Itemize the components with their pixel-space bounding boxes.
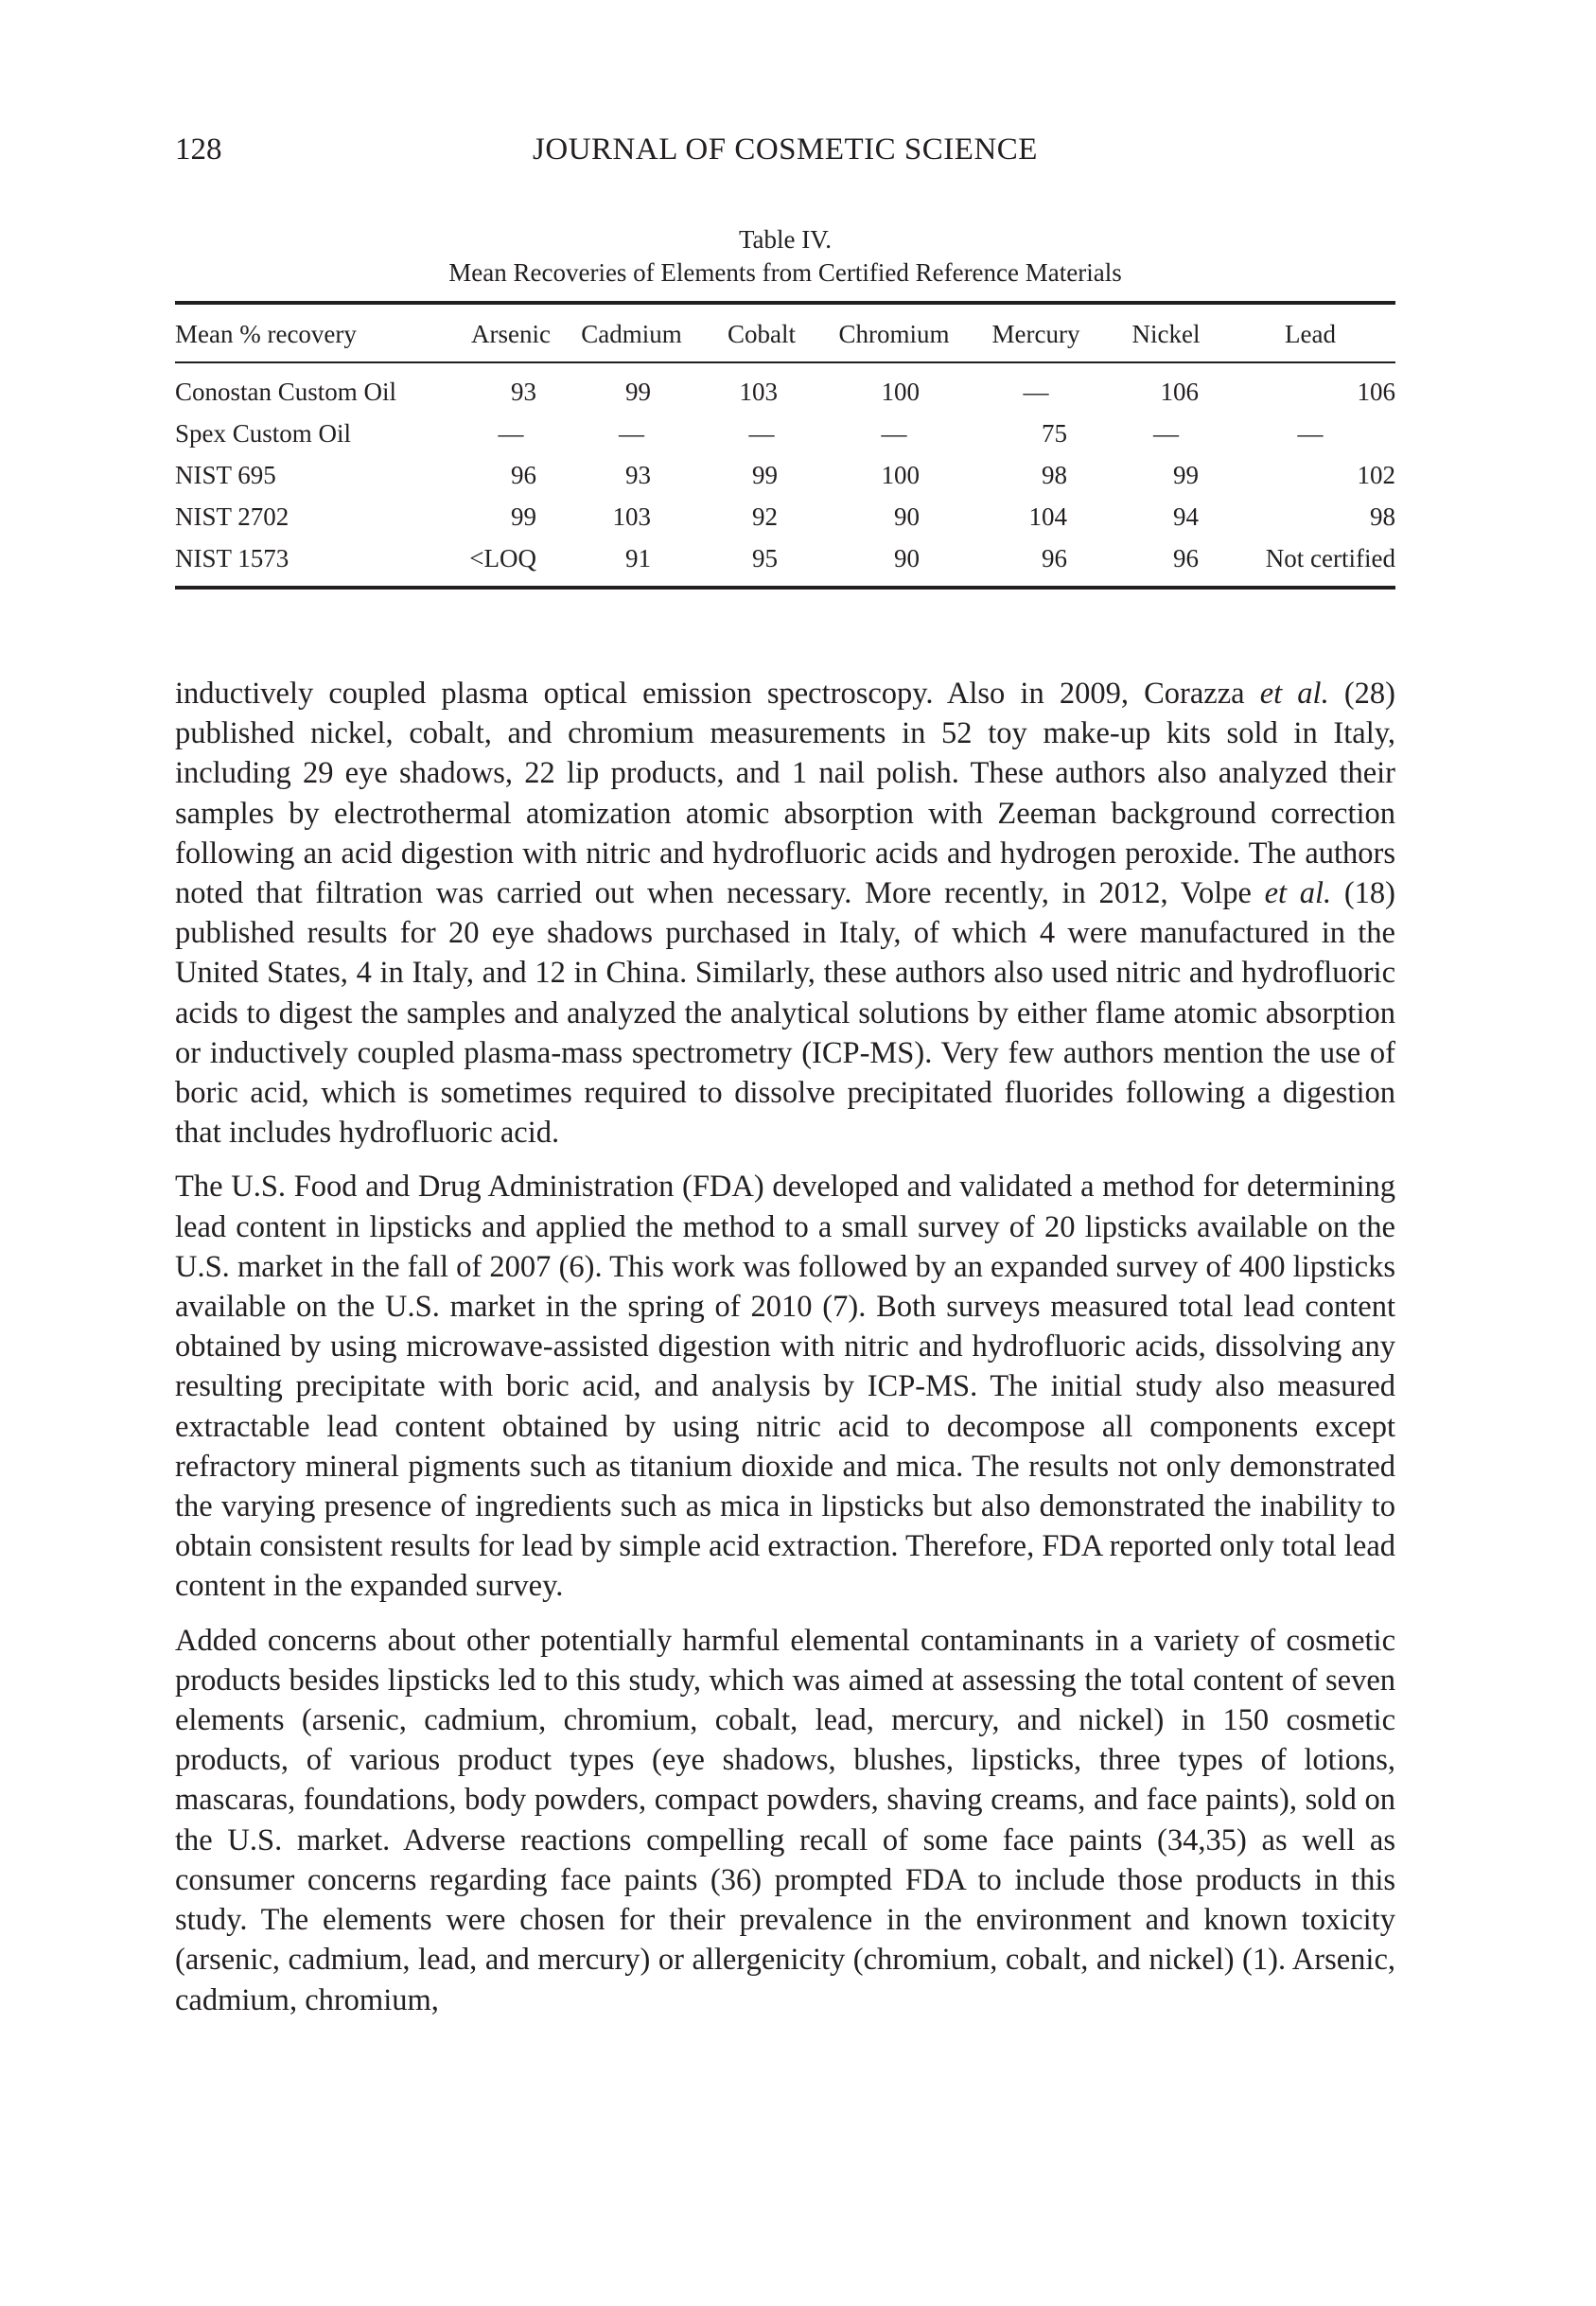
table-row [175, 496, 1395, 537]
table-cell: 100 [881, 378, 920, 406]
table-row [175, 454, 1395, 496]
table-cell: 106 [1160, 378, 1199, 406]
table-cell: 90 [894, 544, 920, 572]
body-text [175, 674, 1395, 2034]
table-cell: 92 [752, 502, 778, 531]
italic-text: et al. [1259, 677, 1329, 711]
column-header: Nickel [1131, 320, 1201, 348]
running-head [175, 129, 1395, 170]
recoveries-table-container [175, 301, 1395, 590]
table-cell: — [619, 419, 644, 448]
table-cell: 102 [1357, 461, 1395, 489]
text-run: The U.S. Food and Drug Administration (FDA) developed and validated a method for determining lead content in lipsticks and applied the method to a small survey of 20 lipsticks available on the U.S. market in the fall of 2007 (6). This work was followed by an expanded survey of 400 lipsticks available on the U.S. market in the spring of 2010 (7). Both surveys measured total lead content obtained by using microwave-assisted digestion with nitric and hydrofluoric acids, dissolving any resulting precipitate with boric acid, and analysis by ICP-MS. The initial study also measured extractable lead content obtained by using nitric acid to decompose all components except refractory mineral pigments such as titanium dioxide and mica. The results not only demonstrated the varying presence of ingredients such as mica in lipsticks but also demonstrated the inability to obtain consistent results for lead by simple acid extraction. Therefore, FDA reported only total lead content in the expanded survey. [175, 1170, 1396, 1604]
table-cell: — [881, 419, 907, 448]
column-header: Lead [1285, 320, 1336, 348]
table-cell: 100 [881, 461, 920, 489]
table-cell: 93 [511, 378, 536, 406]
table-row [175, 413, 1395, 454]
table-cell: 99 [1173, 461, 1199, 489]
column-header: Chromium [838, 320, 950, 348]
table-caption [175, 223, 1395, 290]
table-header-row [175, 303, 1395, 362]
table-cell: — [1153, 419, 1179, 448]
text-run: (28) published nickel, cobalt, and chromium measurements in 52 toy make-up kits sold in Italy, including 29 eye shadows, 22 lip products, and 1 nail polish. These authors also analyzed their samples by electrothermal atomization atomic absorption with Zeeman background correction following an acid digestion with nitric and hydrofluoric acids and hydrogen peroxide. The authors noted that filtration was carried out when necessary. More recently, in 2012, Volpe [175, 677, 1395, 911]
table-row [175, 362, 1395, 413]
column-header: Mean % recovery [175, 320, 357, 348]
text-run: (18) published results for 20 eye shadows purchased in Italy, of which 4 were manufactured in the United States, 4 in Italy, and 12 in China. Similarly, these authors also used nitric and hydrofluoric acids to digest the samples and analyzed the analytical solutions by either flame atomic absorption or inductively coupled plasma-mass spectrometry (ICP-MS). Very few authors mention the use of boric acid, which is sometimes required to dissolve precipitated fluorides following a digestion that includes hydrofluoric acid. [175, 876, 1395, 1151]
table-row [175, 537, 1395, 588]
table-cell: 103 [612, 502, 651, 531]
column-header: Mercury [991, 320, 1080, 348]
page-number: 128 [175, 132, 222, 167]
table-cell: 99 [625, 378, 651, 406]
row-label: NIST 695 [175, 461, 276, 489]
column-header: Cobalt [728, 320, 796, 348]
table-cell: 99 [752, 461, 778, 489]
paragraph [175, 1167, 1395, 1606]
table-cell: 96 [511, 461, 536, 489]
row-label: NIST 2702 [175, 502, 289, 531]
table-cell: 91 [625, 544, 651, 572]
recoveries-table [175, 301, 1395, 590]
table-cell: 95 [752, 544, 778, 572]
table-cell: <LOQ [469, 544, 536, 572]
table-cell: — [498, 419, 524, 448]
table-title: Mean Recoveries of Elements from Certified Reference Materials [448, 258, 1122, 287]
column-header: Arsenic [471, 320, 551, 348]
paragraph [175, 674, 1395, 1153]
text-run: Added concerns about other potentially harmful elemental contaminants in a variety of cosmetic products besides lipsticks led to this study, which was aimed at assessing the total content of seven elements (arsenic, cadmium, chromium, cobalt, lead, mercury, and nickel) in 150 cosmetic products, of various product types (eye shadows, blushes, lipsticks, three types of lotions, mascaras, foundations, body powders, compact powders, shaving creams, and face paints), sold on the U.S. market. Adverse reactions compelling recall of some face paints (34,35) as well as consumer concerns regarding face paints (36) prompted FDA to include those products in this study. The elements were chosen for their prevalence in the environment and known toxicity (arsenic, cadmium, lead, and mercury) or allergenicity (chromium, cobalt, and nickel) (1). Arsenic, cadmium, chromium, [175, 1623, 1395, 2017]
table-cell: 104 [1028, 502, 1067, 531]
table-cell: 96 [1173, 544, 1199, 572]
table-cell: — [1023, 378, 1049, 406]
row-label: NIST 1573 [175, 544, 289, 572]
table-cell: 93 [625, 461, 651, 489]
table-cell: 98 [1370, 502, 1395, 531]
table-cell: — [1297, 419, 1324, 448]
row-label: Conostan Custom Oil [175, 378, 397, 406]
journal-title: JOURNAL OF COSMETIC SCIENCE [533, 132, 1038, 167]
column-header: Cadmium [581, 320, 682, 348]
table-cell: 90 [894, 502, 920, 531]
table-cell: 98 [1042, 461, 1067, 489]
italic-text: et al. [1264, 876, 1332, 911]
table-cell: — [748, 419, 775, 448]
table-label: Table IV. [738, 225, 833, 254]
row-label: Spex Custom Oil [175, 419, 352, 448]
table-cell: 103 [739, 378, 778, 406]
table-cell: 99 [511, 502, 536, 531]
table-cell: Not certified [1265, 544, 1395, 572]
table-cell: 75 [1042, 419, 1067, 448]
table-cell: 106 [1357, 378, 1395, 406]
table-cell: 96 [1042, 544, 1067, 572]
table-cell: 94 [1173, 502, 1199, 531]
text-run: inductively coupled plasma optical emission spectroscopy. Also in 2009, Corazza [175, 677, 1260, 711]
paragraph [175, 1621, 1395, 2020]
